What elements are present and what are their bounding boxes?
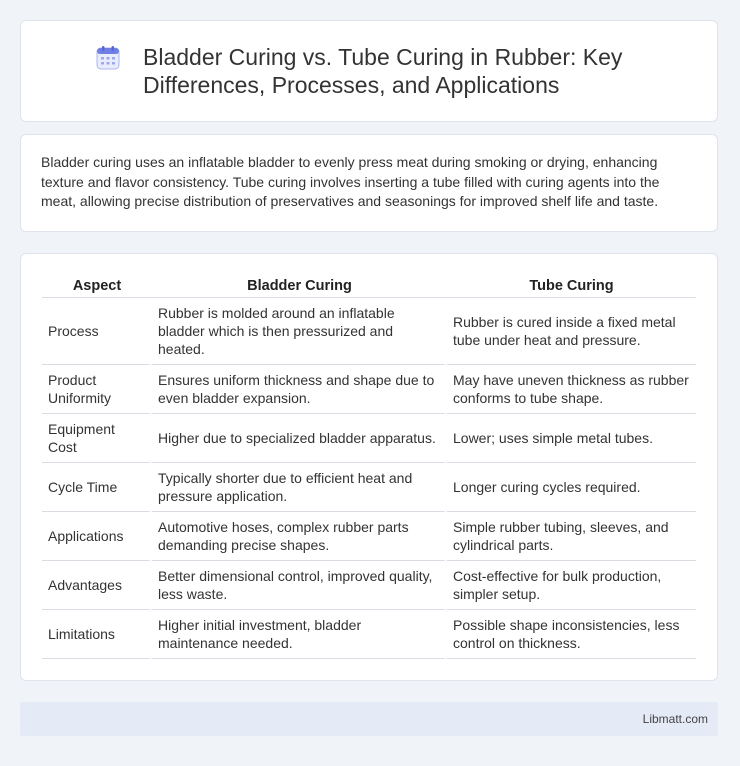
tube-cell: Lower; uses simple metal tubes. bbox=[447, 414, 696, 463]
table-row bbox=[42, 463, 696, 512]
tube-cell: Longer curing cycles required. bbox=[447, 463, 696, 512]
aspect-cell: Product Uniformity bbox=[42, 365, 152, 414]
page-title: Bladder Curing vs. Tube Curing in Rubber: Key Differences, Processes, and Applications bbox=[143, 44, 623, 98]
table-row bbox=[42, 414, 696, 463]
aspect-cell: Equipment Cost bbox=[42, 414, 152, 463]
table-header-row bbox=[42, 274, 696, 298]
aspect-cell: Applications bbox=[42, 512, 152, 561]
footer bbox=[20, 702, 718, 736]
intro-paragraph: Bladder curing uses an inflatable bladder to evenly press meat during smoking or drying, enhancing texture and flavor consistency. Tube curing involves inserting a tube filled with curing agents into the meat, allowing precise distribution of preservatives and seasonings for improved shelf life and taste. bbox=[41, 154, 660, 209]
table-row bbox=[42, 512, 696, 561]
table-row bbox=[42, 610, 696, 659]
table-row bbox=[42, 298, 696, 365]
header-aspect: Aspect bbox=[42, 274, 152, 298]
bladder-cell: Higher due to specialized bladder apparatus. bbox=[152, 414, 447, 463]
bladder-cell: Automotive hoses, complex rubber parts demanding precise shapes. bbox=[152, 512, 447, 561]
tube-cell: Possible shape inconsistencies, less control on thickness. bbox=[447, 610, 696, 659]
aspect-cell: Process bbox=[42, 298, 152, 365]
comparison-table bbox=[42, 274, 696, 659]
tube-cell: Cost-effective for bulk production, simpler setup. bbox=[447, 561, 696, 610]
bladder-cell: Higher initial investment, bladder maintenance needed. bbox=[152, 610, 447, 659]
header-tube-curing: Tube Curing bbox=[447, 274, 696, 298]
intro-card bbox=[20, 134, 718, 232]
aspect-cell: Limitations bbox=[42, 610, 152, 659]
calendar-icon bbox=[95, 45, 121, 71]
header-bladder-curing: Bladder Curing bbox=[152, 274, 447, 298]
footer-site-link[interactable]: Libmatt.com bbox=[642, 712, 708, 726]
title-card bbox=[20, 20, 718, 122]
bladder-cell: Rubber is molded around an inflatable bladder which is then pressurized and heated. bbox=[152, 298, 447, 365]
bladder-cell: Better dimensional control, improved quality, less waste. bbox=[152, 561, 447, 610]
aspect-cell: Cycle Time bbox=[42, 463, 152, 512]
table-row bbox=[42, 561, 696, 610]
title-wrap bbox=[95, 43, 643, 99]
tube-cell: Simple rubber tubing, sleeves, and cylindrical parts. bbox=[447, 512, 696, 561]
tube-cell: Rubber is cured inside a fixed metal tube under heat and pressure. bbox=[447, 298, 696, 365]
bladder-cell: Ensures uniform thickness and shape due to even bladder expansion. bbox=[152, 365, 447, 414]
aspect-cell: Advantages bbox=[42, 561, 152, 610]
table-card bbox=[20, 253, 718, 681]
table-row bbox=[42, 365, 696, 414]
bladder-cell: Typically shorter due to efficient heat and pressure application. bbox=[152, 463, 447, 512]
tube-cell: May have uneven thickness as rubber conforms to tube shape. bbox=[447, 365, 696, 414]
